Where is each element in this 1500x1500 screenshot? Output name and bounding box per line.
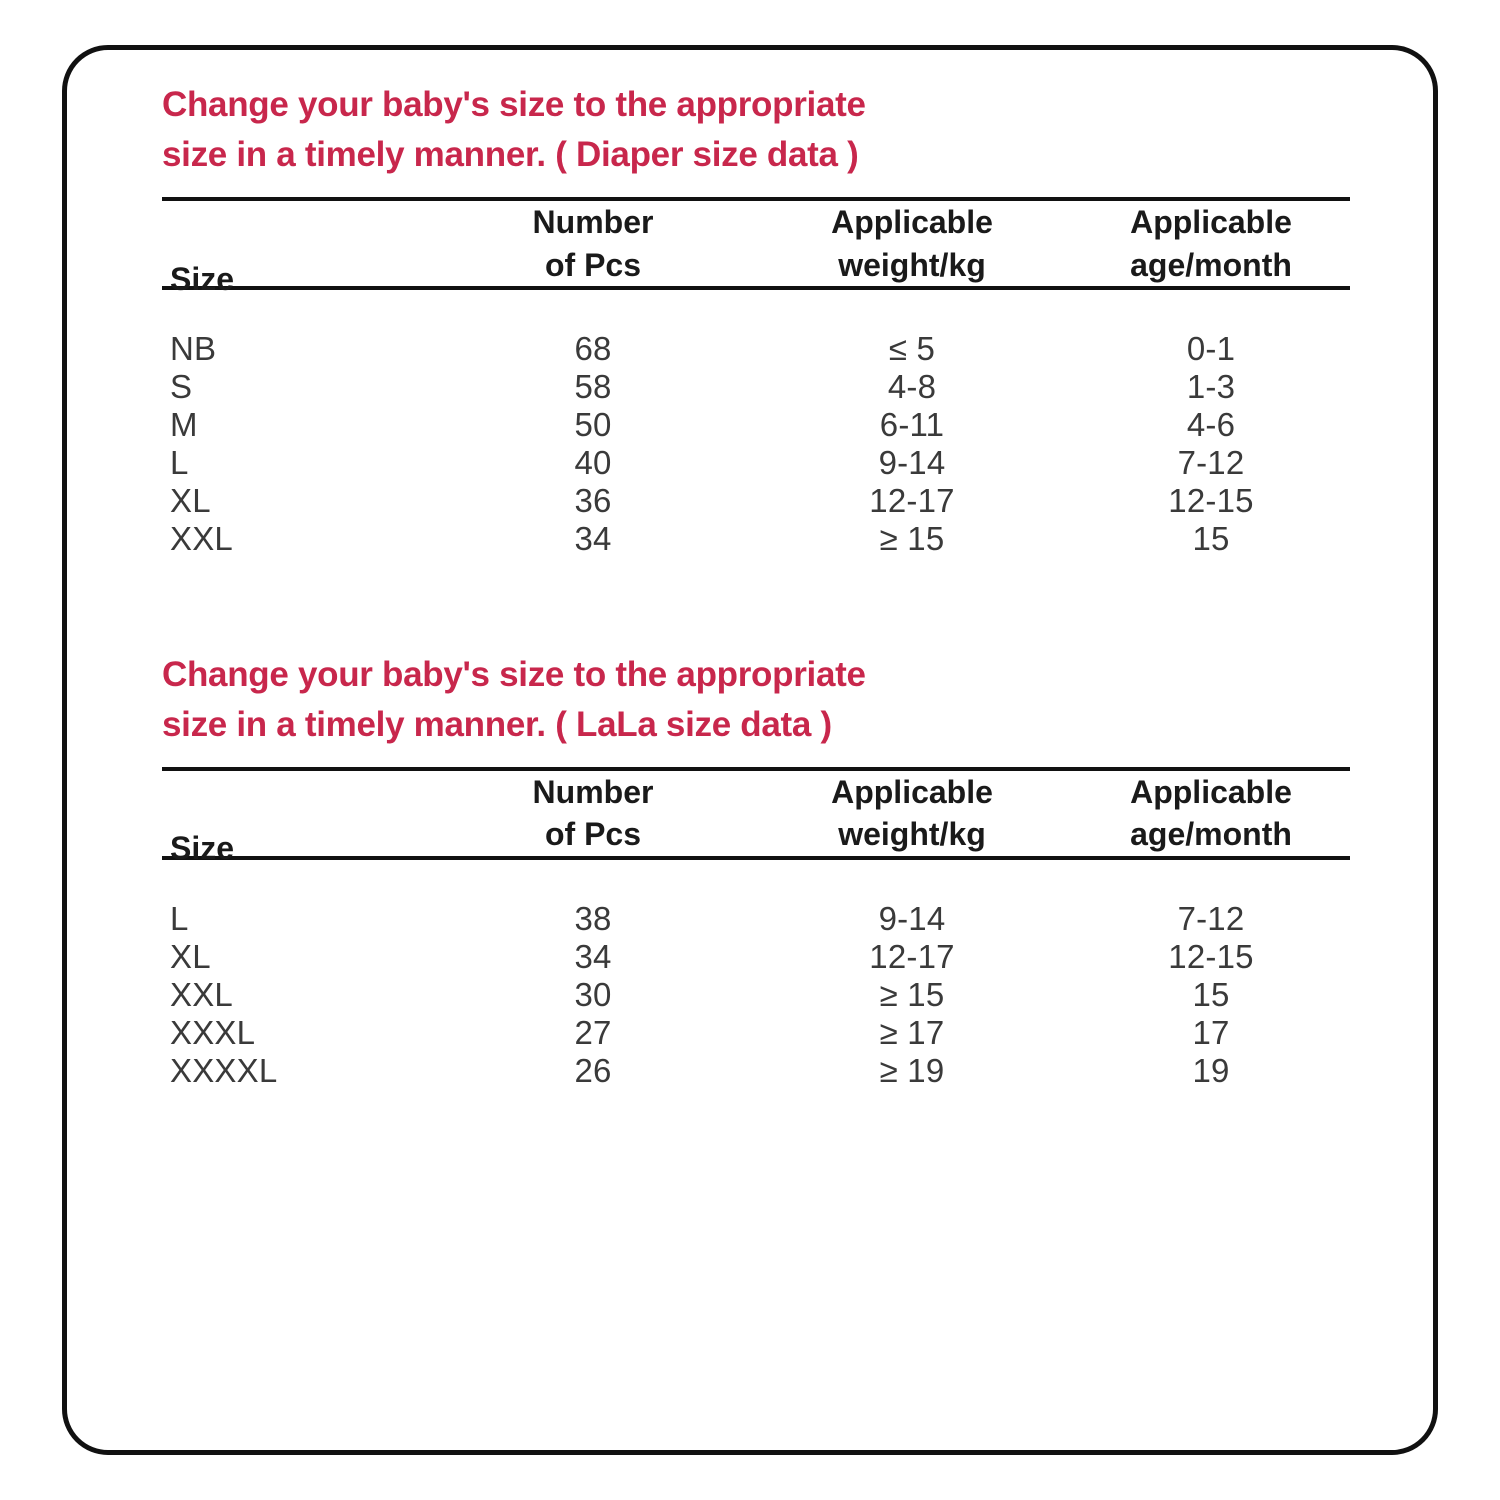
cell-age: 4-6 (1186, 405, 1236, 443)
heading-line-1: Change your baby's size to the appropriate (162, 85, 866, 124)
column-header-pcs-line2: of Pcs (544, 246, 642, 283)
column-header-weight (752, 769, 1072, 857)
diaper-size-table (162, 197, 1350, 557)
cell-size: NB (170, 329, 217, 367)
size-chart-card (62, 45, 1438, 1455)
cell-weight: ≥ 15 (879, 975, 945, 1013)
cell-age: 17 (1192, 1013, 1230, 1051)
table-row (162, 406, 1350, 444)
cell-pcs: 68 (574, 329, 612, 367)
column-header-age-line1: Applicable (1130, 774, 1292, 811)
cell-size: L (170, 443, 189, 481)
cell-size: S (170, 367, 193, 405)
table-header-row (162, 769, 1350, 857)
table-row (162, 1052, 1350, 1090)
cell-weight: 6-11 (879, 405, 945, 443)
table-row (162, 858, 1350, 938)
column-header-age-line1: Applicable (1130, 204, 1292, 241)
section-heading-lala (162, 650, 1393, 749)
cell-age: 19 (1192, 1051, 1230, 1089)
column-header-size: Size (170, 830, 235, 867)
table-row (162, 938, 1350, 976)
heading-line-2: size in a timely manner. ( Diaper size data ) (162, 134, 859, 174)
column-header-weight-line2: weight/kg (838, 816, 986, 853)
section-heading-diaper (162, 80, 1393, 179)
cell-size: XXXL (170, 1013, 256, 1051)
cell-pcs: 26 (574, 1051, 612, 1089)
cell-pcs: 34 (574, 519, 612, 557)
cell-size: XL (170, 937, 211, 975)
table-row (162, 368, 1350, 406)
column-header-pcs-line1: Number (532, 204, 654, 241)
cell-pcs: 27 (574, 1013, 612, 1051)
section-divider-space (162, 558, 1393, 650)
column-header-age-line2: age/month (1130, 246, 1292, 283)
heading-line-1: Change your baby's size to the appropriate (162, 654, 866, 694)
table-row (162, 1014, 1350, 1052)
cell-pcs: 30 (574, 975, 612, 1013)
column-header-weight-line1: Applicable (831, 774, 993, 811)
cell-size: M (170, 405, 198, 443)
cell-weight: ≤ 5 (888, 329, 936, 367)
cell-weight: 9-14 (878, 443, 946, 481)
cell-size: XL (170, 481, 211, 519)
column-header-size: Size (170, 260, 235, 297)
cell-weight: 12-17 (869, 481, 955, 519)
table-row (162, 976, 1350, 1014)
cell-weight: ≥ 17 (879, 1013, 945, 1051)
cell-weight: 4-8 (887, 367, 937, 405)
cell-pcs: 38 (574, 899, 612, 937)
table-header-row (162, 199, 1350, 287)
column-header-weight-line1: Applicable (831, 204, 993, 241)
column-header-pcs-line2: of Pcs (544, 816, 642, 853)
column-header-pcs-line1: Number (532, 774, 654, 811)
table-row (162, 444, 1350, 482)
cell-weight: ≥ 19 (879, 1051, 945, 1089)
section-lala (162, 650, 1393, 1090)
cell-age: 15 (1192, 519, 1230, 557)
section-diaper (162, 80, 1393, 558)
cell-pcs: 34 (574, 937, 612, 975)
cell-pcs: 36 (574, 481, 612, 519)
heading-line-2: size in a timely manner. ( LaLa size data ) (162, 704, 832, 744)
cell-pcs: 50 (574, 405, 612, 443)
cell-size: XXL (170, 975, 233, 1013)
card-content (162, 80, 1393, 1090)
column-header-age (1072, 199, 1350, 287)
table-row (162, 288, 1350, 368)
column-header-age (1072, 769, 1350, 857)
column-header-pcs (434, 199, 752, 287)
column-header-weight-line2: weight/kg (838, 246, 986, 283)
cell-age: 15 (1192, 975, 1230, 1013)
cell-age: 0-1 (1186, 329, 1236, 367)
cell-weight: 9-14 (878, 899, 946, 937)
lala-size-table (162, 767, 1350, 1089)
cell-age: 12-15 (1168, 481, 1254, 519)
table-row (162, 482, 1350, 520)
cell-age: 12-15 (1168, 937, 1254, 975)
cell-age: 7-12 (1177, 443, 1245, 481)
cell-age: 1-3 (1186, 367, 1236, 405)
column-header-weight (752, 199, 1072, 287)
cell-size: XXL (170, 519, 233, 557)
cell-pcs: 40 (574, 443, 612, 481)
cell-weight: ≥ 15 (879, 519, 945, 557)
cell-age: 7-12 (1177, 899, 1245, 937)
column-header-age-line2: age/month (1130, 816, 1292, 853)
cell-weight: 12-17 (869, 937, 955, 975)
column-header-pcs (434, 769, 752, 857)
table-row (162, 520, 1350, 558)
cell-pcs: 58 (574, 367, 612, 405)
cell-size: XXXXL (170, 1051, 278, 1089)
cell-size: L (170, 899, 189, 937)
